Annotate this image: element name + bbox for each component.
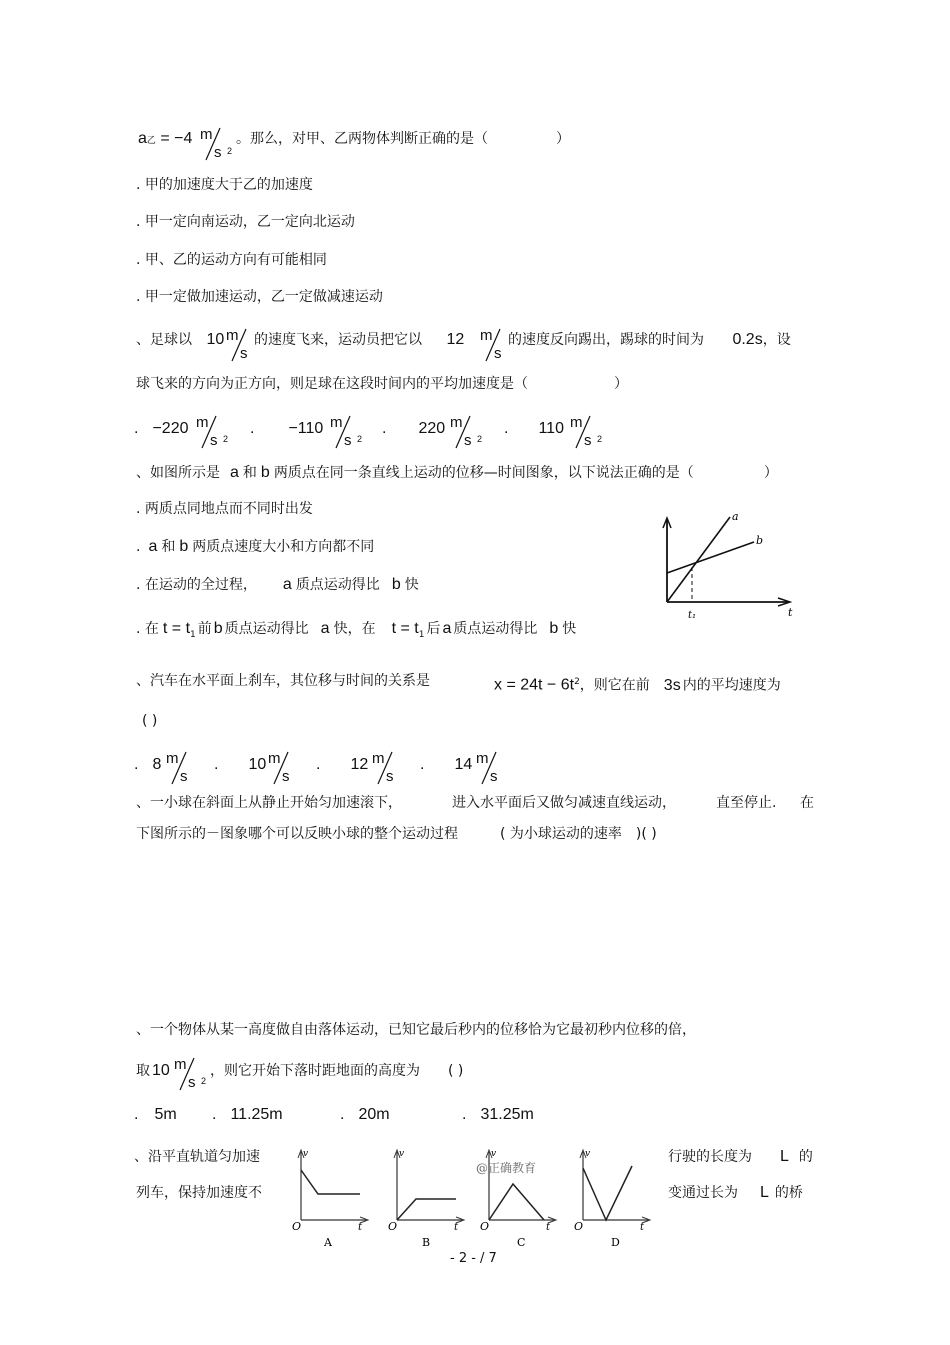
roll-question-line1: 、一小球在斜面上从静止开始匀加速滚下， [136,795,402,811]
label-b: b [756,534,764,547]
svg-text:O: O [388,1220,398,1233]
vt-graph-b [388,1149,464,1249]
car-option-a: . 8 [134,756,162,773]
svg-text:O: O [574,1220,584,1233]
label-A: A [324,1236,332,1249]
fall-option-b: . 11.25m [212,1106,283,1123]
label-C: C [517,1236,526,1249]
label-a: a [732,510,739,523]
svg-text:t: t [454,1222,459,1233]
label-t: t [788,606,793,619]
roll-question-line1b: 进入水平面后又做匀减速直线运动， [452,795,676,811]
question-stem: 。那么，对甲、乙两物体判断正确的是（ ） [236,131,570,147]
vt-graph-d [574,1149,650,1249]
ball-option-d: . 110 [504,420,564,437]
car-option-c: . 12 [316,756,369,773]
unit-m-s2: m s 2 [200,126,233,161]
ball-option-a: . −220 [134,420,189,437]
fall-option-c: . 20m [340,1106,390,1123]
vt-graphs [284,1144,664,1254]
option-a: . 甲的加速度大于乙的加速度 [136,177,313,193]
unit-m-s: m s [372,750,394,785]
svg-text:v: v [303,1149,309,1159]
car-option-b: . 10 [214,756,267,773]
svg-text:t: t [546,1222,551,1233]
label-t1: t₁ [688,610,697,621]
xt-graph [650,506,810,630]
svg-text:v: v [399,1149,405,1159]
graph-question-stem: 、如图所示是 a 和 b 两质点在同一条直线上运动的位移—时间图象，以下说法正确的是（ ） [136,464,778,481]
ball-question-end: 的速度反向踢出，踢球的时间为 0.2s，设 [508,331,791,348]
option-b: . 甲一定向南运动，乙一定向北运动 [136,214,355,230]
train-line1-right: 行驶的长度为 L 的 [668,1148,813,1165]
car-equation: $x = 24t - 6t^2$，则它在前 3s 内的平均速度为 [494,676,781,694]
graph-option-b: . a 和 b 两质点速度大小和方向都不同 [136,538,375,555]
fall-question-line2b: ，则它开始下落时距地面的高度为 ( ) [210,1063,464,1079]
watermark: @正确教育 [476,1161,537,1175]
page-number: - 2 - / 7 [450,1251,497,1266]
svg-text:O: O [480,1220,490,1233]
roll-question-line1c: 直至停止. [716,795,777,811]
unit-m-s2: m s 2 [174,1056,207,1091]
svg-text:v: v [491,1149,497,1159]
car-paren: ( ) [142,713,158,729]
option-d: . 甲一定做加速运动，乙一定做减速运动 [136,289,383,305]
fall-option-d: . 31.25m [462,1106,534,1123]
unit-m-s2: m s 2 [196,414,229,449]
unit-m-s: m s [226,327,248,362]
line-a [667,517,730,602]
fall-question-line1: 、一个物体从某一高度做自由落体运动，已知它最后秒内的位移恰为它最初秒内位移的倍， [136,1022,696,1038]
unit-m-s: m s [268,750,290,785]
vt-graph-a [292,1149,368,1249]
vt-graph-c [476,1149,556,1249]
accel-statement: a乙 = −4 [138,130,193,147]
roll-question-line2: 下图所示的－图象哪个可以反映小球的整个运动过程 ( 为小球运动的速率 )( ) [136,826,657,842]
graph-option-c: . 在运动的全过程， a 质点运动得比 b 快 [136,576,419,593]
ball-question-line1: 、足球以 10 [136,331,225,348]
train-line1-left: 、沿平直轨道匀加速 [134,1149,260,1165]
label-D: D [611,1236,620,1249]
car-option-d: . 14 [420,756,473,773]
unit-m-s: m s [476,750,498,785]
graph-option-d: . 在 $t = t_1$ 前 b 质点运动得比 a 快，在 $t = t_1$ 后 a 质点运动得比 b 快 [136,620,577,640]
unit-m-s2: m s 2 [450,414,483,449]
ball-question-line2: 球飞来的方向为正方向，则足球在这段时间内的平均加速度是（ ） [136,376,628,392]
graph-option-a: . 两质点同地点而不同时出发 [136,501,313,517]
label-B: B [422,1236,431,1249]
ball-option-c: . 220 [382,420,446,437]
fall-question-line2: 取 10 [136,1062,170,1079]
unit-m-s2: m s 2 [570,414,603,449]
car-question-line1: 、汽车在水平面上刹车，其位移与时间的关系是 [136,673,430,689]
unit-m-s: m s [480,327,502,362]
ball-option-b: . −110 [250,420,324,437]
train-line2-left: 列车，保持加速度不 [136,1185,262,1201]
train-line2-right: 变通过长为 L 的桥 [668,1184,803,1201]
line-b [667,542,754,573]
option-c: . 甲、乙的运动方向有可能相同 [136,252,327,268]
svg-text:t: t [358,1222,363,1233]
svg-text:t: t [640,1222,645,1233]
unit-m-s2: m s 2 [330,414,363,449]
svg-text:O: O [292,1220,302,1233]
svg-text:v: v [585,1149,591,1159]
fall-option-a: . 5m [134,1106,177,1123]
ball-question-mid: 的速度飞来，运动员把它以 12 [254,331,465,348]
fraction-slash [204,126,222,162]
unit-m-s: m s [166,750,188,785]
roll-question-line1d: 在 [800,795,814,811]
